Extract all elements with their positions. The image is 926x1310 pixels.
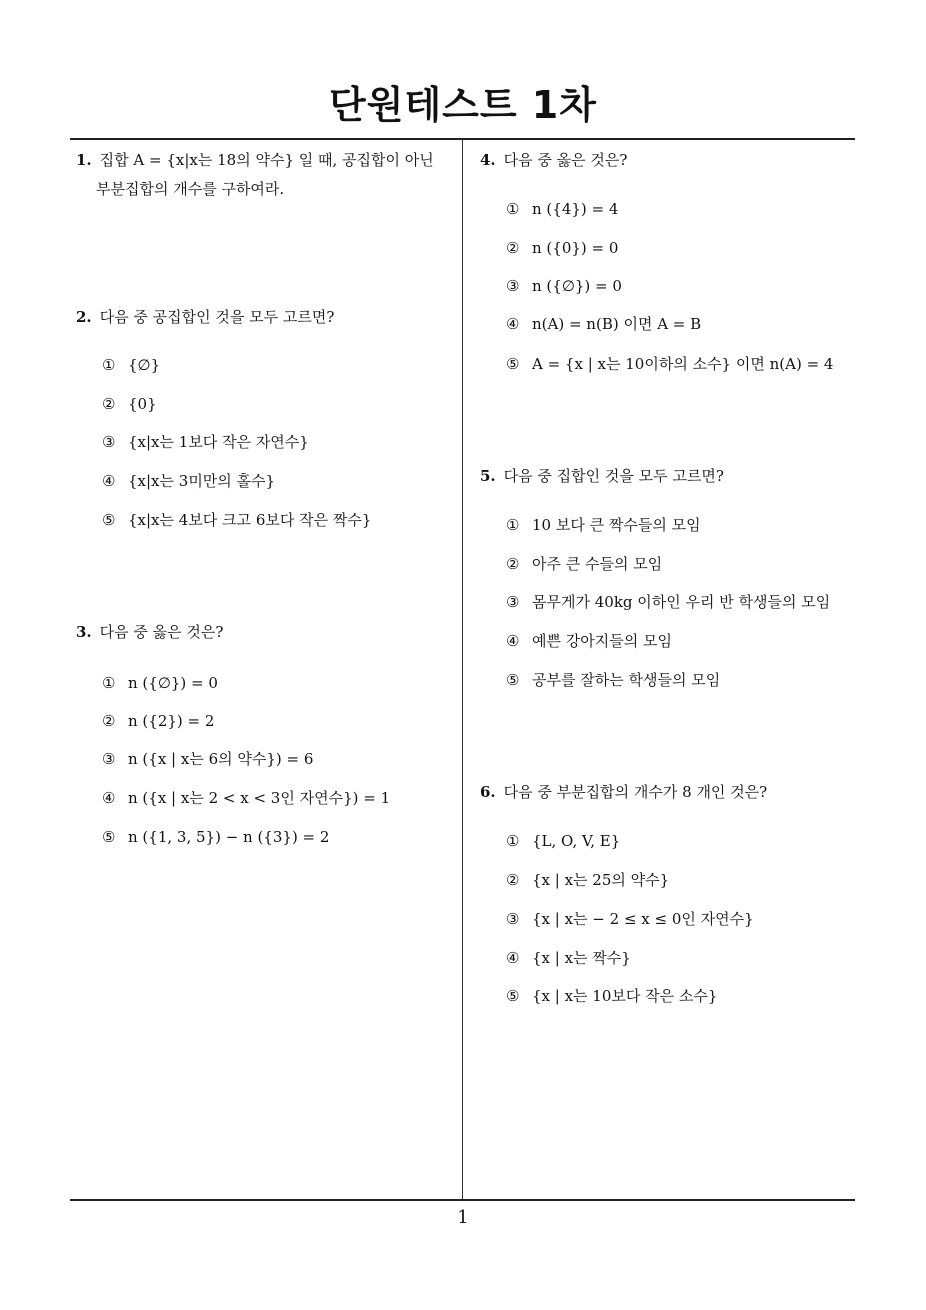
choice[interactable] [506, 237, 618, 259]
question-stem: 집합 A = {x|x는 18의 약수} 일 때, 공집합이 아닌 [99, 151, 434, 169]
question-2 [76, 303, 334, 332]
choice-text: {x | x는 짝수} [532, 949, 631, 967]
bottom-rule [70, 1199, 855, 1201]
choice[interactable] [102, 354, 160, 376]
choice-text: {L, O, V, E} [532, 832, 621, 850]
choice[interactable] [506, 514, 701, 536]
choice-mark: ② [506, 555, 520, 573]
choice-mark: ④ [102, 472, 116, 490]
choice-mark: ① [506, 832, 520, 850]
choice[interactable] [506, 947, 631, 969]
choice-text: n ({x | x는 6의 약수}) = 6 [128, 750, 314, 768]
question-number: 2. [76, 308, 92, 326]
choice[interactable] [506, 985, 717, 1007]
question-number: 3. [76, 623, 92, 641]
question-5 [480, 462, 724, 491]
choice-mark: ⑤ [506, 355, 520, 373]
choice-text: {x | x는 − 2 ≤ x ≤ 0인 자연수} [532, 910, 754, 928]
question-number: 1. [76, 151, 92, 169]
choice-text: 10 보다 큰 짝수들의 모임 [532, 516, 701, 534]
choice-text: 아주 큰 수들의 모임 [532, 555, 663, 573]
choice[interactable] [506, 553, 662, 575]
choice[interactable] [102, 509, 371, 531]
question-stem: 다음 중 옳은 것은? [503, 151, 628, 169]
choice-mark: ② [102, 712, 116, 730]
choice-text: n ({2}) = 2 [128, 712, 215, 730]
choice[interactable] [102, 393, 157, 415]
choice-text: {x|x는 3미만의 홀수} [128, 472, 276, 490]
choice-mark: ⑤ [102, 511, 116, 529]
page-title: 단원테스트 1차 [329, 83, 597, 127]
choice[interactable] [506, 313, 701, 335]
choice-mark: ③ [102, 750, 116, 768]
choice-text: n ({∅}) = 0 [128, 674, 218, 692]
question-1 [76, 146, 458, 204]
choice-mark: ④ [102, 789, 116, 807]
choice-mark: ⑤ [102, 828, 116, 846]
choice[interactable] [506, 830, 620, 852]
choice-text: n ({0}) = 0 [532, 239, 619, 257]
choice-mark: ① [506, 516, 520, 534]
choice-mark: ② [102, 395, 116, 413]
choice-mark: ④ [506, 632, 520, 650]
question-stem: 다음 중 부분집합의 개수가 8 개인 것은? [503, 783, 768, 801]
choice-text: {x | x는 25의 약수} [532, 871, 670, 889]
choice[interactable] [102, 672, 218, 694]
choice[interactable] [506, 275, 622, 297]
choice-mark: ③ [506, 593, 520, 611]
choice-text: n ({1, 3, 5}) − n ({3}) = 2 [128, 828, 330, 846]
choice-text: {∅} [128, 356, 161, 374]
choice-mark: ② [506, 871, 520, 889]
question-stem: 다음 중 집합인 것을 모두 고르면? [503, 467, 724, 485]
choice[interactable] [506, 591, 830, 613]
choice-text: 공부를 잘하는 학생들의 모임 [532, 671, 721, 689]
choice[interactable] [102, 826, 329, 848]
question-stem: 다음 중 공집합인 것을 모두 고르면? [99, 308, 335, 326]
choice-text: n ({x | x는 2 < x < 3인 자연수}) = 1 [128, 789, 391, 807]
choice-mark: ③ [506, 277, 520, 295]
choice[interactable] [102, 748, 313, 770]
column-divider [462, 139, 463, 1200]
choice-text: n ({4}) = 4 [532, 200, 619, 218]
choice-mark: ② [506, 239, 520, 257]
question-3 [76, 618, 223, 647]
choice-text: {0} [128, 395, 157, 413]
choice[interactable] [506, 669, 720, 691]
choice[interactable] [506, 198, 618, 220]
choice[interactable] [102, 470, 275, 492]
choice-mark: ① [102, 674, 116, 692]
choice-mark: ⑤ [506, 987, 520, 1005]
choice-text: A = {x | x는 10이하의 소수} 이면 n(A) = 4 [532, 355, 834, 373]
choice[interactable] [506, 353, 833, 375]
choice[interactable] [506, 630, 672, 652]
choice-mark: ① [506, 200, 520, 218]
choice-mark: ③ [102, 433, 116, 451]
choice[interactable] [102, 787, 390, 809]
choice-text: {x | x는 10보다 작은 소수} [532, 987, 718, 1005]
question-number: 4. [480, 151, 496, 169]
choice-text: 몸무게가 40kg 이하인 우리 반 학생들의 모임 [532, 593, 831, 611]
choice[interactable] [102, 431, 309, 453]
question-stem-continued: 부분집합의 개수를 구하여라. [96, 180, 285, 198]
question-stem: 다음 중 옳은 것은? [99, 623, 224, 641]
choice-mark: ③ [506, 910, 520, 928]
choice[interactable] [506, 869, 669, 891]
choice-text: n(A) = n(B) 이면 A = B [532, 315, 702, 333]
choice-text: {x|x는 1보다 작은 자연수} [128, 433, 309, 451]
choice-mark: ⑤ [506, 671, 520, 689]
choice-text: {x|x는 4보다 크고 6보다 작은 짝수} [128, 511, 372, 529]
question-6 [480, 778, 767, 807]
question-number: 5. [480, 467, 496, 485]
question-number: 6. [480, 783, 496, 801]
choice-mark: ④ [506, 315, 520, 333]
choice-mark: ④ [506, 949, 520, 967]
choice[interactable] [102, 710, 214, 732]
choice-text: n ({∅}) = 0 [532, 277, 622, 295]
choice[interactable] [506, 908, 754, 930]
choice-mark: ① [102, 356, 116, 374]
choice-text: 예쁜 강아지들의 모임 [532, 632, 672, 650]
page-number: 1 [457, 1207, 469, 1228]
question-4 [480, 146, 627, 175]
